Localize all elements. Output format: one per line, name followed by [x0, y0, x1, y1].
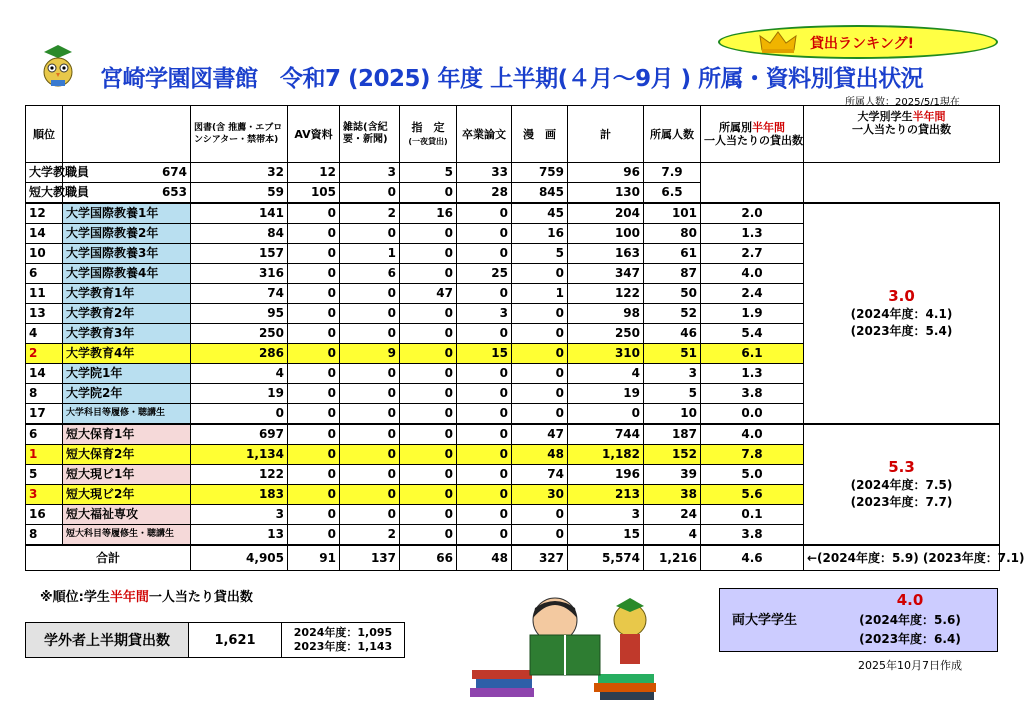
books-cell: 19: [191, 384, 288, 404]
books-cell: 141: [191, 203, 288, 224]
av-cell: 0: [288, 304, 340, 324]
av-cell: 32: [191, 163, 288, 183]
per-person-cell: 1.9: [701, 304, 804, 324]
rank-cell: 13: [26, 304, 63, 324]
books-cell: 183: [191, 485, 288, 505]
books-cell: 74: [191, 284, 288, 304]
both-universities-box: [719, 588, 998, 652]
magazine-cell: 0: [340, 505, 400, 525]
designated-cell: 0: [400, 384, 457, 404]
header-group-red: 半年間: [912, 110, 946, 123]
name-cell: 大学院2年: [63, 384, 191, 404]
rank-cell: 11: [26, 284, 63, 304]
rank-cell: 1: [26, 445, 63, 465]
table-row: [26, 203, 1000, 224]
per-person-cell: 1.3: [701, 364, 804, 384]
per-person-cell: 3.8: [701, 384, 804, 404]
thesis-cell: 0: [400, 183, 457, 204]
av-cell: 0: [288, 264, 340, 284]
total-manga-cell: 327: [512, 545, 568, 571]
per-person-cell: 2.7: [701, 244, 804, 264]
designated-cell: 0: [400, 244, 457, 264]
header-designated-sub: (一夜貸出): [408, 136, 448, 146]
magazine-cell: 0: [340, 485, 400, 505]
name-cell: 大学科目等履修・聴講生: [63, 404, 191, 425]
thesis-cell: 0: [457, 364, 512, 384]
total-cell: 4: [568, 364, 644, 384]
av-cell: 0: [288, 344, 340, 364]
thesis-cell: 15: [457, 344, 512, 364]
members-cell: 39: [644, 465, 701, 485]
books-cell: 13: [191, 525, 288, 546]
footnote-b: 一人当たり貸出数: [148, 590, 253, 605]
name-cell: 短大保育2年: [63, 445, 191, 465]
name-cell: 短大保育1年: [63, 424, 191, 445]
av-cell: 0: [288, 525, 340, 546]
total-books-cell: 4,905: [191, 545, 288, 571]
members-cell: 50: [644, 284, 701, 304]
header-thesis: 卒業論文: [457, 106, 512, 163]
jc-summary: [804, 424, 1000, 545]
members-cell: 187: [644, 424, 701, 445]
manga-cell: 0: [512, 505, 568, 525]
books-cell: 0: [191, 404, 288, 425]
footnote-red: 半年間: [109, 590, 149, 605]
magazine-cell: 1: [340, 244, 400, 264]
thesis-cell: 5: [400, 163, 457, 183]
magazine-cell: 0: [340, 384, 400, 404]
total-cell: 3: [568, 505, 644, 525]
total-history-note: ←(2024年度：5.9) (2023年度：7.1): [804, 545, 1000, 571]
members-cell: 61: [644, 244, 701, 264]
magazine-cell: 0: [340, 364, 400, 384]
rank-cell: 3: [26, 485, 63, 505]
per-person-cell: 5.0: [701, 465, 804, 485]
outside-2024: 2024年度：1,095: [293, 626, 393, 639]
av-cell: 0: [288, 384, 340, 404]
members-cell: 24: [644, 505, 701, 525]
header-designated: [400, 106, 457, 163]
name-cell: 大学教職員: [26, 163, 63, 183]
per-person-cell: 0.1: [701, 505, 804, 525]
page-title: 宮崎学園図書館 令和7 (2025) 年度 上半期(４月～9月 ) 所属・資料別貸出状況: [100, 66, 924, 92]
av-cell: 0: [288, 445, 340, 465]
designated-cell: 0: [400, 264, 457, 284]
total-cell: 163: [568, 244, 644, 264]
total-cell: 98: [568, 304, 644, 324]
rank-cell: 8: [26, 384, 63, 404]
designated-cell: 0: [400, 344, 457, 364]
thesis-cell: 3: [457, 304, 512, 324]
rank-cell: 10: [26, 244, 63, 264]
outside-label: 学外者上半期貸出数: [26, 623, 189, 658]
designated-cell: 0: [400, 324, 457, 344]
table-row: [26, 183, 1000, 204]
per-person-cell: 7.8: [701, 445, 804, 465]
name-cell: 大学院1年: [63, 364, 191, 384]
designated-cell: 0: [400, 525, 457, 546]
per-person-cell: 4.0: [701, 264, 804, 284]
av-cell: 0: [288, 404, 340, 425]
table-row: [26, 163, 1000, 183]
header-per-b: 一人当たりの貸出数: [704, 134, 803, 147]
books-cell: 84: [191, 224, 288, 244]
designated-cell: 0: [400, 404, 457, 425]
outside-history: [282, 623, 405, 658]
designated-cell: 47: [400, 284, 457, 304]
magazine-cell: 6: [340, 264, 400, 284]
av-cell: 0: [288, 224, 340, 244]
total-cell: 15: [568, 525, 644, 546]
thesis-cell: 0: [457, 465, 512, 485]
total-cell: 204: [568, 203, 644, 224]
manga-cell: 0: [512, 525, 568, 546]
magazine-cell: 0: [340, 324, 400, 344]
total-cell: 759: [512, 163, 568, 183]
magazine-cell: 0: [340, 404, 400, 425]
av-cell: 0: [288, 424, 340, 445]
manga-cell: 28: [457, 183, 512, 204]
books-cell: 653: [63, 183, 191, 204]
designated-cell: 0: [400, 364, 457, 384]
name-cell: 短大現ビ1年: [63, 465, 191, 485]
totals-label: 合計: [26, 545, 191, 571]
designated-cell: 0: [400, 304, 457, 324]
group-2024: (2024年度：4.1): [850, 306, 953, 321]
per-person-cell: 4.0: [701, 424, 804, 445]
thesis-cell: 0: [457, 384, 512, 404]
crown-icon: [758, 30, 798, 58]
total-cell: 0: [568, 404, 644, 425]
thesis-cell: 0: [457, 525, 512, 546]
magazine-cell: 0: [340, 224, 400, 244]
created-date: 2025年10月7日作成: [858, 659, 962, 672]
members-cell: 130: [568, 183, 644, 204]
name-cell: 大学教育3年: [63, 324, 191, 344]
group-2024: (2024年度：7.5): [850, 477, 953, 492]
group-value: 5.3: [888, 457, 915, 476]
ranking-badge: [718, 25, 998, 59]
members-cell: 101: [644, 203, 701, 224]
thesis-cell: 0: [457, 284, 512, 304]
av-cell: 0: [288, 465, 340, 485]
books-cell: 250: [191, 324, 288, 344]
manga-cell: 74: [512, 465, 568, 485]
as-of-date: 所属人数：2025/5/1現在: [845, 97, 960, 108]
magazine-cell: 0: [340, 284, 400, 304]
total-per-cell: 4.6: [701, 545, 804, 571]
av-cell: 0: [288, 284, 340, 304]
designated-cell: 0: [400, 485, 457, 505]
ranking-badge-label: 貸出ランキング!: [810, 36, 914, 52]
total-cell: 347: [568, 264, 644, 284]
table-row: [26, 424, 1000, 445]
header-magazine: 雑誌(含紀要・新聞): [340, 106, 400, 163]
name-cell: 短大現ビ2年: [63, 485, 191, 505]
thesis-cell: 0: [457, 224, 512, 244]
per-person-cell: 5.6: [701, 485, 804, 505]
members-cell: 87: [644, 264, 701, 284]
header-books: 図書(含 推薦・エブロンシアター・禁帯本): [191, 106, 288, 163]
total-cell: 744: [568, 424, 644, 445]
group-2023: (2023年度：7.7): [850, 494, 953, 509]
header-per-red: 半年間: [752, 121, 785, 134]
books-cell: 122: [191, 465, 288, 485]
members-cell: 5: [644, 384, 701, 404]
thesis-cell: 0: [457, 445, 512, 465]
total-av-cell: 91: [288, 545, 340, 571]
per-person-cell: 7.9: [644, 163, 701, 183]
books-cell: 4: [191, 364, 288, 384]
magazine-cell: 9: [340, 344, 400, 364]
books-cell: 95: [191, 304, 288, 324]
name-cell: 大学国際教養1年: [63, 203, 191, 224]
designated-cell: 0: [400, 505, 457, 525]
designated-cell: 3: [340, 163, 400, 183]
header-row: [26, 106, 1000, 163]
rank-cell: 8: [26, 525, 63, 546]
rank-cell: 2: [26, 344, 63, 364]
av-cell: 0: [288, 244, 340, 264]
total-designated-cell: 66: [400, 545, 457, 571]
total-cell: 1,182: [568, 445, 644, 465]
manga-cell: 0: [512, 404, 568, 425]
total-cell: 845: [512, 183, 568, 204]
books-cell: 286: [191, 344, 288, 364]
per-person-cell: 6.5: [644, 183, 701, 204]
name-cell: 大学国際教養4年: [63, 264, 191, 284]
books-cell: 316: [191, 264, 288, 284]
av-cell: 0: [288, 203, 340, 224]
av-cell: 0: [288, 364, 340, 384]
name-cell: 短大教職員: [26, 183, 63, 204]
magazine-cell: 0: [340, 424, 400, 445]
books-cell: 697: [191, 424, 288, 445]
magazine-cell: 0: [340, 465, 400, 485]
thesis-cell: 25: [457, 264, 512, 284]
manga-cell: 16: [512, 224, 568, 244]
total-magazine-cell: 137: [340, 545, 400, 571]
name-cell: 大学国際教養3年: [63, 244, 191, 264]
manga-cell: 30: [512, 485, 568, 505]
both-label: 両大学学生: [732, 613, 798, 628]
name-cell: 大学国際教養2年: [63, 224, 191, 244]
total-total-cell: 5,574: [568, 545, 644, 571]
header-per-a: 所属別: [719, 121, 752, 134]
manga-cell: 0: [512, 304, 568, 324]
outside-users-box: [25, 622, 405, 658]
per-person-cell: 0.0: [701, 404, 804, 425]
manga-cell: 0: [512, 384, 568, 404]
av-cell: 0: [288, 485, 340, 505]
members-cell: 96: [568, 163, 644, 183]
designated-cell: 0: [400, 424, 457, 445]
magazine-cell: 0: [340, 304, 400, 324]
designated-cell: 0: [400, 465, 457, 485]
outside-value: 1,621: [189, 623, 282, 658]
av-cell: 0: [288, 505, 340, 525]
header-group: [804, 106, 1000, 163]
designated-cell: 0: [340, 183, 400, 204]
total-cell: 196: [568, 465, 644, 485]
members-cell: 152: [644, 445, 701, 465]
total-members-cell: 1,216: [644, 545, 701, 571]
both-2023: (2023年度：6.4): [859, 632, 961, 646]
per-person-cell: 1.3: [701, 224, 804, 244]
designated-cell: 0: [400, 445, 457, 465]
group-value: 3.0: [888, 286, 915, 305]
name-cell: 大学教育1年: [63, 284, 191, 304]
per-person-cell: 2.0: [701, 203, 804, 224]
total-cell: 213: [568, 485, 644, 505]
totals-row: [26, 545, 1000, 571]
designated-cell: 0: [400, 224, 457, 244]
members-cell: 4: [644, 525, 701, 546]
outside-2023: 2023年度：1,143: [293, 640, 393, 653]
per-person-cell: 6.1: [701, 344, 804, 364]
magazine-cell: 0: [340, 445, 400, 465]
rank-cell: 6: [26, 424, 63, 445]
members-cell: 10: [644, 404, 701, 425]
magazine-cell: 2: [340, 203, 400, 224]
rank-cell: 17: [26, 404, 63, 425]
total-thesis-cell: 48: [457, 545, 512, 571]
header-designated-label: 指 定: [411, 120, 445, 134]
univ-summary: [804, 203, 1000, 424]
books-cell: 1,134: [191, 445, 288, 465]
rank-cell: 16: [26, 505, 63, 525]
empty-group-cell: [701, 163, 804, 204]
thesis-cell: 0: [457, 244, 512, 264]
total-cell: 122: [568, 284, 644, 304]
manga-cell: 47: [512, 424, 568, 445]
total-cell: 310: [568, 344, 644, 364]
manga-cell: 0: [512, 344, 568, 364]
header-total: 計: [568, 106, 644, 163]
manga-cell: 33: [457, 163, 512, 183]
rank-cell: 4: [26, 324, 63, 344]
total-cell: 250: [568, 324, 644, 344]
designated-cell: 16: [400, 203, 457, 224]
both-values: [830, 591, 990, 649]
header-group-b: 一人当たりの貸出数: [852, 123, 951, 136]
books-cell: 3: [191, 505, 288, 525]
magazine-cell: 2: [340, 525, 400, 546]
av-cell: 0: [288, 324, 340, 344]
mascot-owl-image: [38, 44, 78, 92]
members-cell: 46: [644, 324, 701, 344]
both-2024: (2024年度：5.6): [859, 613, 961, 627]
header-rank: 順位: [26, 106, 63, 163]
magazine-cell: 105: [288, 183, 340, 204]
members-cell: 80: [644, 224, 701, 244]
thesis-cell: 0: [457, 404, 512, 425]
per-person-cell: 3.8: [701, 525, 804, 546]
manga-cell: 48: [512, 445, 568, 465]
header-group-a: 大学別学生: [857, 110, 913, 123]
thesis-cell: 0: [457, 505, 512, 525]
manga-cell: 45: [512, 203, 568, 224]
name-cell: 大学教育4年: [63, 344, 191, 364]
header-av: AV資料: [288, 106, 340, 163]
members-cell: 51: [644, 344, 701, 364]
lending-table: [25, 105, 1024, 571]
manga-cell: 0: [512, 364, 568, 384]
name-cell: 短大科目等履修生・聴講生: [63, 525, 191, 546]
footnote-a: ※順位:学生: [40, 590, 110, 605]
manga-cell: 1: [512, 284, 568, 304]
thesis-cell: 0: [457, 203, 512, 224]
name-cell: 短大福祉専攻: [63, 505, 191, 525]
per-person-cell: 5.4: [701, 324, 804, 344]
footnote: [40, 586, 253, 605]
reading-student-illustration: [470, 590, 670, 706]
rank-cell: 5: [26, 465, 63, 485]
magazine-cell: 12: [288, 163, 340, 183]
rank-cell: 14: [26, 364, 63, 384]
members-cell: 3: [644, 364, 701, 384]
members-cell: 38: [644, 485, 701, 505]
header-blank: [63, 106, 191, 163]
thesis-cell: 0: [457, 485, 512, 505]
name-cell: 大学教育2年: [63, 304, 191, 324]
thesis-cell: 0: [457, 324, 512, 344]
manga-cell: 0: [512, 324, 568, 344]
per-person-cell: 2.4: [701, 284, 804, 304]
header-manga: 漫 画: [512, 106, 568, 163]
rank-cell: 6: [26, 264, 63, 284]
thesis-cell: 0: [457, 424, 512, 445]
group-2023: (2023年度：5.4): [850, 323, 953, 338]
total-cell: 19: [568, 384, 644, 404]
manga-cell: 0: [512, 264, 568, 284]
members-cell: 52: [644, 304, 701, 324]
av-cell: 59: [191, 183, 288, 204]
rank-cell: 14: [26, 224, 63, 244]
books-cell: 157: [191, 244, 288, 264]
books-cell: 674: [63, 163, 191, 183]
header-per-person: [701, 106, 804, 163]
rank-cell: 12: [26, 203, 63, 224]
both-value: 4.0: [896, 591, 924, 609]
manga-cell: 5: [512, 244, 568, 264]
header-members: 所属人数: [644, 106, 701, 163]
total-cell: 100: [568, 224, 644, 244]
